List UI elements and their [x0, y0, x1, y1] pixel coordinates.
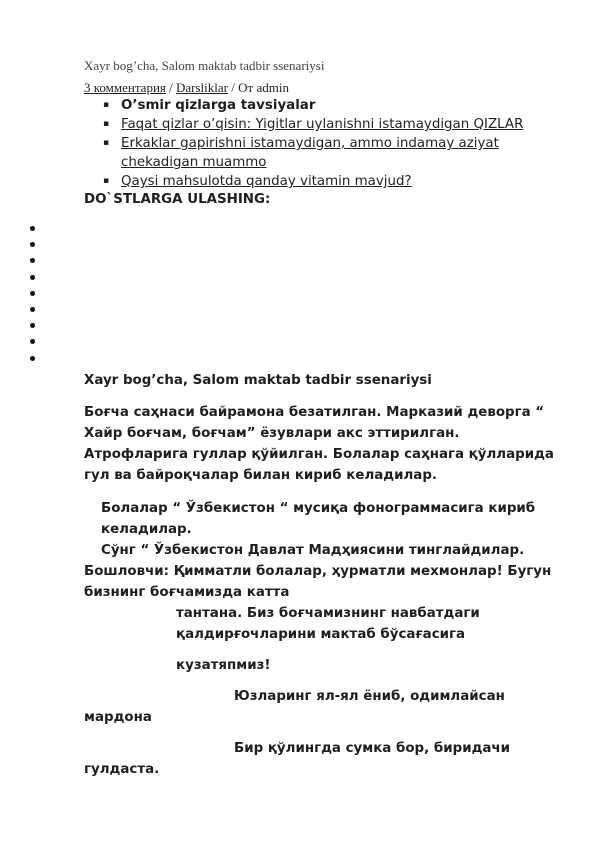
- article-paragraph: [84, 603, 554, 645]
- related-post-item[interactable]: [84, 134, 554, 172]
- article-paragraph: Боғча саҳнаси байрамона безатилган. Марказий деворга “ Хайр боғчам, боғчам” ёзувлари акс эттирилган. Атрофларига гуллар қўйилган. Болалар саҳнага қўлларида гул ва байроқчалар билан кириб келадилар.: [84, 405, 554, 483]
- author-label: От admin: [238, 80, 289, 95]
- related-post-link[interactable]: Faqat qizlar o’qisin: Yigitlar uylanishni istamaydigan QIZLAR: [121, 117, 524, 132]
- article-paragraph: [84, 498, 554, 540]
- related-post-link[interactable]: Qaysi mahsulotda qanday vitamin mavjud?: [121, 174, 412, 189]
- post-meta: [84, 80, 289, 96]
- page-title: Xayr bog’cha, Salom maktab tadbir ssenariysi: [84, 58, 325, 73]
- related-post-item: [84, 96, 554, 115]
- related-post-label: O’smir qizlarga tavsiyalar: [121, 98, 316, 113]
- meta-separator: /: [165, 80, 177, 95]
- paragraph-text: Болалар “ Ўзбекистон “ мусиқа фонограммасига кириб келадилар.: [101, 501, 536, 537]
- article-paragraph: Бошловчи: Қимматли болалар, ҳурматли мехмонлар! Бугун бизнинг боғчамизда катта: [84, 564, 552, 600]
- related-post-item[interactable]: [84, 172, 554, 191]
- meta-separator: /: [228, 80, 239, 95]
- article-paragraph: Сўнг “ Ўзбекистон Давлат Мадҳиясини тинглайдилар.: [101, 543, 525, 558]
- poem-line: гулдаста.: [84, 762, 160, 777]
- poem-line: Юзларинг ял-ял ёниб, одимлайсан: [234, 689, 505, 704]
- article-body: [84, 370, 554, 780]
- poem-line: мардона: [84, 710, 152, 725]
- related-posts-list: [84, 96, 554, 191]
- comments-link[interactable]: 3 комментария: [84, 80, 166, 95]
- paragraph-text: тантана. Биз боғчамизнинг навбатдаги қалдирғочларини мактаб бўсағасига: [176, 606, 480, 642]
- article-heading: Xayr bog’cha, Salom maktab tadbir ssenariysi: [84, 373, 432, 388]
- related-post-link[interactable]: Erkaklar gapirishni istamaydigan, ammo indamay aziyat chekadigan muammo: [121, 136, 499, 170]
- article-paragraph: кузатяпмиз!: [176, 658, 271, 673]
- category-link[interactable]: Darsliklar: [176, 80, 228, 95]
- related-post-item[interactable]: [84, 115, 554, 134]
- share-heading: DO`STLARGA ULASHING:: [84, 192, 271, 207]
- poem-line: Бир қўлингда сумка бор, биридачи: [234, 741, 511, 756]
- poem-stanza: [84, 738, 554, 780]
- poem-stanza: [84, 686, 554, 728]
